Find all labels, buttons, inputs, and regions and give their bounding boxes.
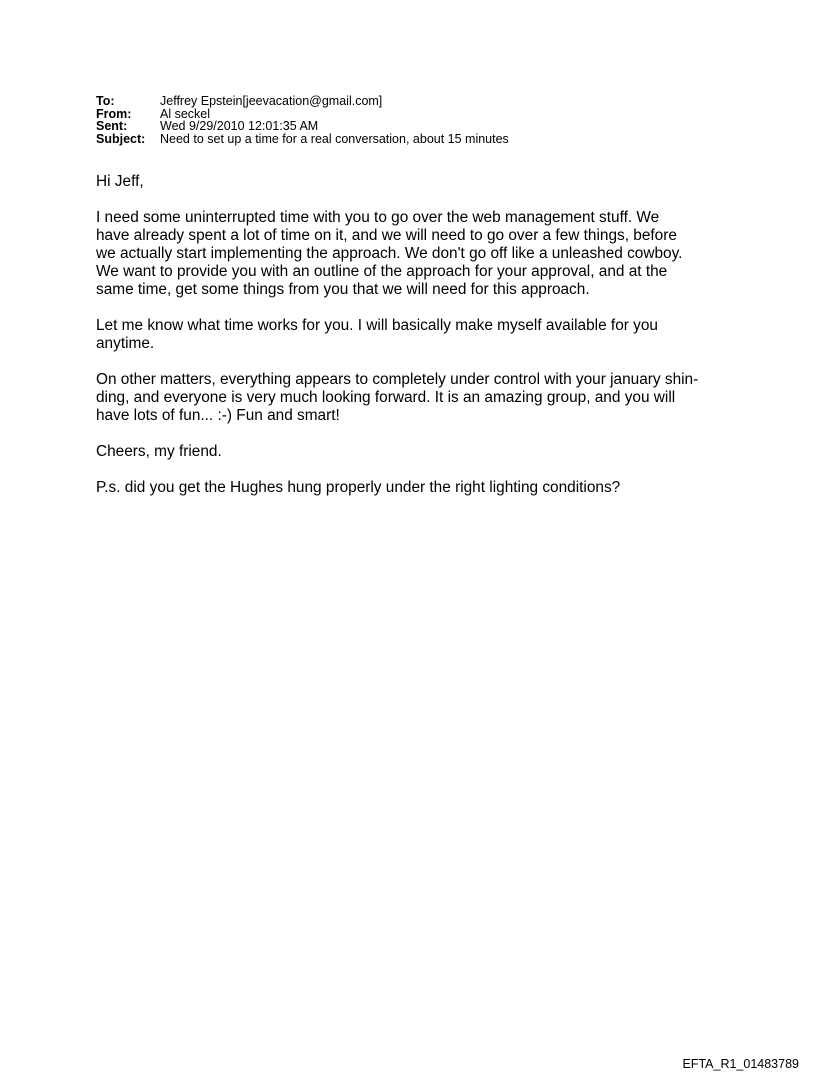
postscript xyxy=(96,479,726,497)
from-label: From: xyxy=(96,106,132,121)
email-body xyxy=(96,173,726,515)
paragraph-line: On other matters, everything appears to completely under control with your january shin- xyxy=(96,371,699,388)
sent-value: Wed 9/29/2010 12:01:35 AM xyxy=(160,119,319,134)
paragraph-line: Let me know what time works for you. I will basically make myself available for you xyxy=(96,317,658,334)
paragraph-line: We want to provide you with an outline of the approach for your approval, and at the xyxy=(96,263,668,280)
paragraph-line: same time, get some things from you that we will need for this approach. xyxy=(96,281,590,298)
paragraph-line: anytime. xyxy=(96,335,155,352)
closing xyxy=(96,443,726,461)
paragraph-line: we actually start implementing the approach. We don't go off like a unleashed cowboy. xyxy=(96,245,683,262)
sent-row xyxy=(96,120,756,133)
paragraph-web-management xyxy=(96,209,726,299)
paragraph-other-matters xyxy=(96,371,726,425)
subject-value: Need to set up a time for a real conversation, about 15 minutes xyxy=(160,131,509,146)
paragraph-line: have already spent a lot of time on it, and we will need to go over a few things, before xyxy=(96,227,677,244)
paragraph-line: ding, and everyone is very much looking forward. It is an amazing group, and you will xyxy=(96,389,676,406)
from-value: Al seckel xyxy=(160,106,211,121)
paragraph-availability xyxy=(96,317,726,353)
to-row xyxy=(96,95,756,108)
paragraph-line: I need some uninterrupted time with you to go over the web management stuff. We xyxy=(96,209,660,226)
closing-text: Cheers, my friend. xyxy=(96,443,222,460)
greeting-text: Hi Jeff, xyxy=(96,173,144,190)
paragraph-line: have lots of fun... :-) Fun and smart! xyxy=(96,407,340,424)
to-value: Jeffrey Epstein[jeevacation@gmail.com] xyxy=(160,94,383,108)
to-label: To: xyxy=(96,94,115,108)
document-id: EFTA_R1_01483789 xyxy=(682,1057,799,1071)
subject-row xyxy=(96,133,756,146)
greeting xyxy=(96,173,726,191)
subject-label: Subject: xyxy=(96,131,146,146)
email-header xyxy=(96,95,756,145)
postscript-text: P.s. did you get the Hughes hung properly under the right lighting conditions? xyxy=(96,479,621,496)
sent-label: Sent: xyxy=(96,119,128,134)
